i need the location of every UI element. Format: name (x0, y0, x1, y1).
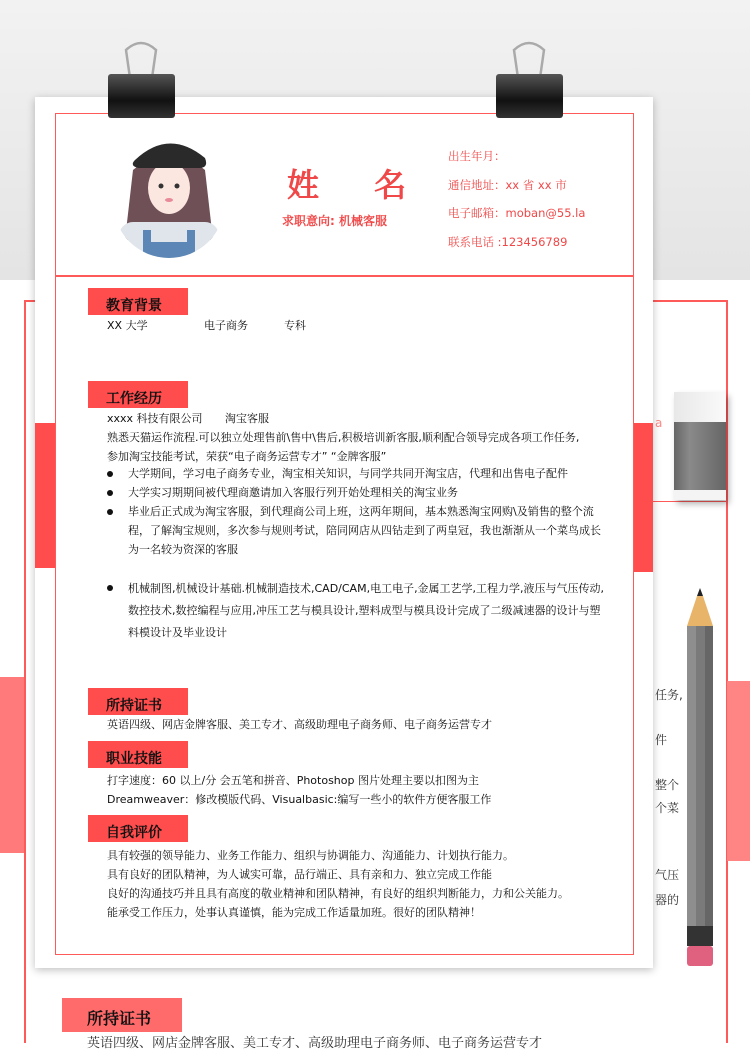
bg-section-header (62, 998, 182, 1032)
bullet-icon (107, 509, 113, 515)
work-position: 淘宝客服 (225, 412, 269, 425)
bg-fragment: 整个 (655, 778, 680, 792)
birth-date: 出生年月： (448, 149, 506, 163)
section-header-self-eval (88, 815, 188, 842)
header-divider (55, 275, 634, 277)
bg-section-title: 所持证书 (87, 1009, 152, 1028)
bg-resume-border-left (24, 300, 26, 1043)
self-eval-line: 良好的沟通技巧并且具有高度的敬业精神和团队精神，有良好的组织判断能力，力和公关能力。 (107, 887, 569, 900)
work-company: xxxx 科技有限公司 (107, 412, 203, 425)
bg-red-band-left (35, 423, 55, 568)
bg-pink-band-left (0, 677, 24, 853)
section-title: 自我评价 (106, 825, 162, 841)
bg-fragment: 器的 (655, 893, 680, 907)
section-title: 所持证书 (106, 698, 162, 714)
bg-fragment: 个菜 (655, 801, 680, 815)
edu-degree: 专科 (284, 319, 306, 332)
self-eval-line: 具有良好的团队精神，为人诚实可靠，品行端正、具有亲和力、独立完成工作能 (107, 868, 492, 881)
bg-fragment: 任务, (655, 688, 683, 702)
section-header-certs (88, 688, 188, 715)
self-eval-line: 能承受工作压力，处事认真谨慎，能为完成工作适量加班。很好的团队精神！ (107, 906, 481, 919)
edu-school: XX 大学 (107, 319, 148, 332)
work-summary-line: 熟悉天猫运作流程.可以独立处理售前\售中\售后,积极培训新客服,顺利配合领导完成各项工作任务, (107, 431, 580, 444)
section-header-work (88, 381, 188, 408)
bg-fragment: 件 (655, 733, 668, 747)
binder-clip-icon (108, 40, 175, 118)
certs-text: 英语四级、网店金牌客服、美工专才、高级助理电子商务师、电子商务运营专才 (107, 718, 492, 731)
bullet-icon (107, 490, 113, 496)
bg-red-band-right (634, 423, 653, 572)
self-eval-line: 具有较强的领导能力、业务工作能力、组织与协调能力、沟通能力、计划执行能力。 (107, 849, 514, 862)
section-header-education (88, 288, 188, 315)
binder-clip-icon (496, 40, 563, 118)
work-summary-line: 参加淘宝技能考试，荣获“电子商务运营专才” “金牌客服” (107, 450, 387, 463)
bg-fragment: 气压 (655, 868, 680, 882)
edu-major: 电子商务 (204, 319, 248, 332)
bullet-icon (107, 471, 113, 477)
avatar (113, 130, 225, 258)
section-header-skills (88, 741, 188, 768)
skills-line: Dreamweaver：修改模版代码、Visualbasic:编写一些小的软件方便客服工作 (107, 793, 492, 806)
candidate-name: 姓 名 (287, 166, 429, 204)
eraser-decoration (674, 392, 726, 500)
email: 电子邮箱：moban@55.la (448, 206, 586, 220)
skills-line: 打字速度：60 以上/分 会五笔和拼音、Photoshop 图片处理主要以扣图为主 (107, 774, 479, 787)
bg-fragment: a (655, 416, 663, 430)
bg-pink-band-right (727, 681, 750, 861)
address: 通信地址：xx 省 xx 市 (448, 178, 567, 192)
section-title: 职业技能 (106, 751, 162, 767)
pencil-decoration (687, 588, 713, 972)
phone: 联系电话 :123456789 (448, 235, 568, 249)
section-title: 教育背景 (106, 298, 162, 314)
section-title: 工作经历 (106, 391, 162, 407)
bg-resume-border-right (726, 300, 728, 1043)
job-intent: 求职意向: 机械客服 (282, 214, 387, 228)
bg-cert-text: 英语四级、网店金牌客服、美工专才、高级助理电子商务师、电子商务运营专才 (87, 1036, 543, 1051)
bullet-icon (107, 585, 113, 591)
